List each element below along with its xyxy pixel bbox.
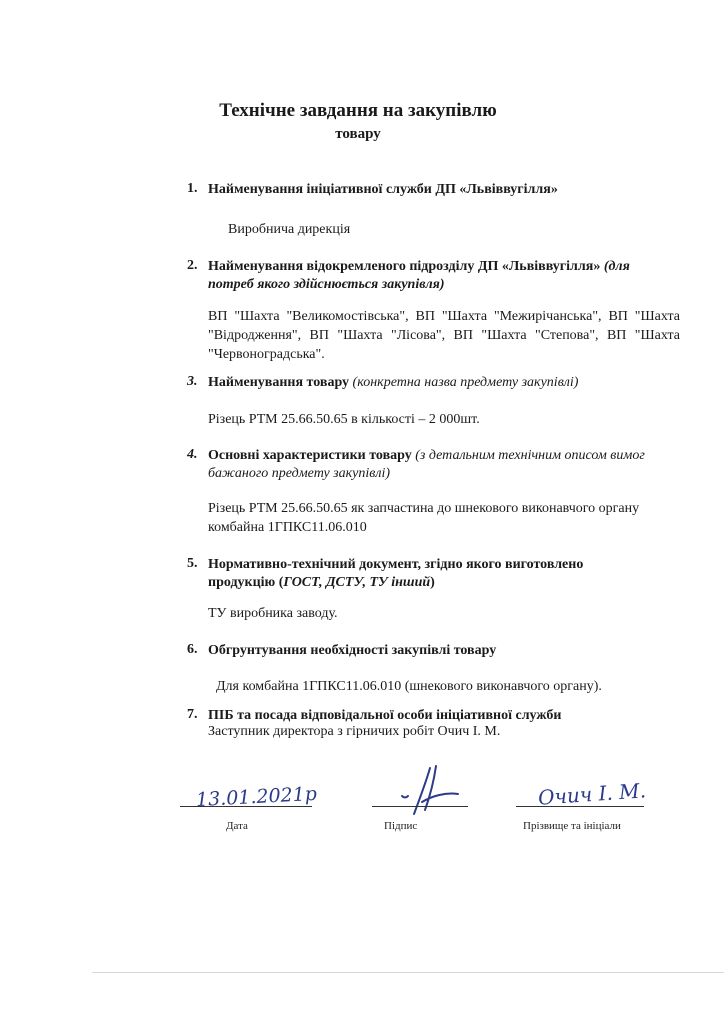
section-3-heading-text: Найменування товару <box>208 375 350 390</box>
section-7-number: 7. <box>187 707 198 722</box>
signature-line <box>372 806 468 807</box>
name-handwritten: Очич І. М. <box>537 778 647 810</box>
section-3-heading <box>208 374 678 392</box>
section-1-body: Виробнича дирекція <box>228 222 351 237</box>
section-1-number: 1. <box>187 181 198 196</box>
section-4-body: Різець РТМ 25.66.50.65 як запчастина до шнекового виконавчого органу комбайна 1ГПКС11.06.010 <box>208 501 640 535</box>
section-6-number: 6. <box>187 642 198 657</box>
section-4-heading <box>208 447 678 483</box>
section-5-heading <box>208 556 638 592</box>
section-3-heading-note: (конкретна назва предмету закупівлі) <box>352 375 579 390</box>
name-line <box>516 806 644 807</box>
section-2-heading-text: Найменування відокремленого підрозділу ДП «Львіввугілля» <box>208 259 601 274</box>
section-2-heading <box>208 258 678 294</box>
document-subtitle: товару <box>335 126 381 142</box>
section-7-heading: ПІБ та посада відповідальної особи ініціативної служби <box>208 708 562 723</box>
section-4-number: 4. <box>187 447 198 462</box>
date-line <box>180 806 312 807</box>
section-2-number: 2. <box>187 258 198 273</box>
signature-label: Підпис <box>384 820 418 832</box>
section-7-body: Заступник директора з гірничих робіт Очич І. М. <box>208 724 501 739</box>
section-3-number: 3. <box>187 374 198 389</box>
section-4-heading-note: (з детальним технічним описом вимог бажаного предмету закупівлі) <box>208 448 645 481</box>
section-6-body: Для комбайна 1ГПКС11.06.010 (шнекового виконавчого органу). <box>216 679 602 694</box>
section-5-heading-end: ) <box>430 575 435 590</box>
section-5-heading-italic: ГОСТ, ДСТУ, ТУ інший <box>283 575 431 590</box>
section-5-heading-text: Нормативно-технічний документ, згідно якого виготовлено продукцію ( <box>208 557 584 590</box>
date-handwritten: 13.01.2021р <box>195 782 318 812</box>
page-bottom-rule <box>92 972 724 973</box>
section-1-heading: Найменування ініціативної служби ДП «Львіввугілля» <box>208 182 558 197</box>
document-title: Технічне завдання на закупівлю <box>219 100 497 121</box>
section-6-heading: Обгрунтування необхідності закупівлі товару <box>208 643 497 658</box>
section-5-body: ТУ виробника заводу. <box>208 606 338 621</box>
section-2-heading-note: (для потреб якого здійснюється закупівля) <box>208 259 630 292</box>
section-5-number: 5. <box>187 556 198 571</box>
section-2-body: ВП "Шахта "Великомостівська", ВП "Шахта "Межирічанська", ВП "Шахта "Відродження", ВП "Шахта "Лісова", ВП "Шахта "Степова", ВП "Шахта "Червоноградська". <box>208 309 680 362</box>
date-label: Дата <box>226 820 248 832</box>
section-3-body: Різець РТМ 25.66.50.65 в кількості – 2 000шт. <box>208 412 480 427</box>
section-4-heading-text: Основні характеристики товару <box>208 448 412 463</box>
name-label: Прізвище та ініціали <box>523 820 621 832</box>
